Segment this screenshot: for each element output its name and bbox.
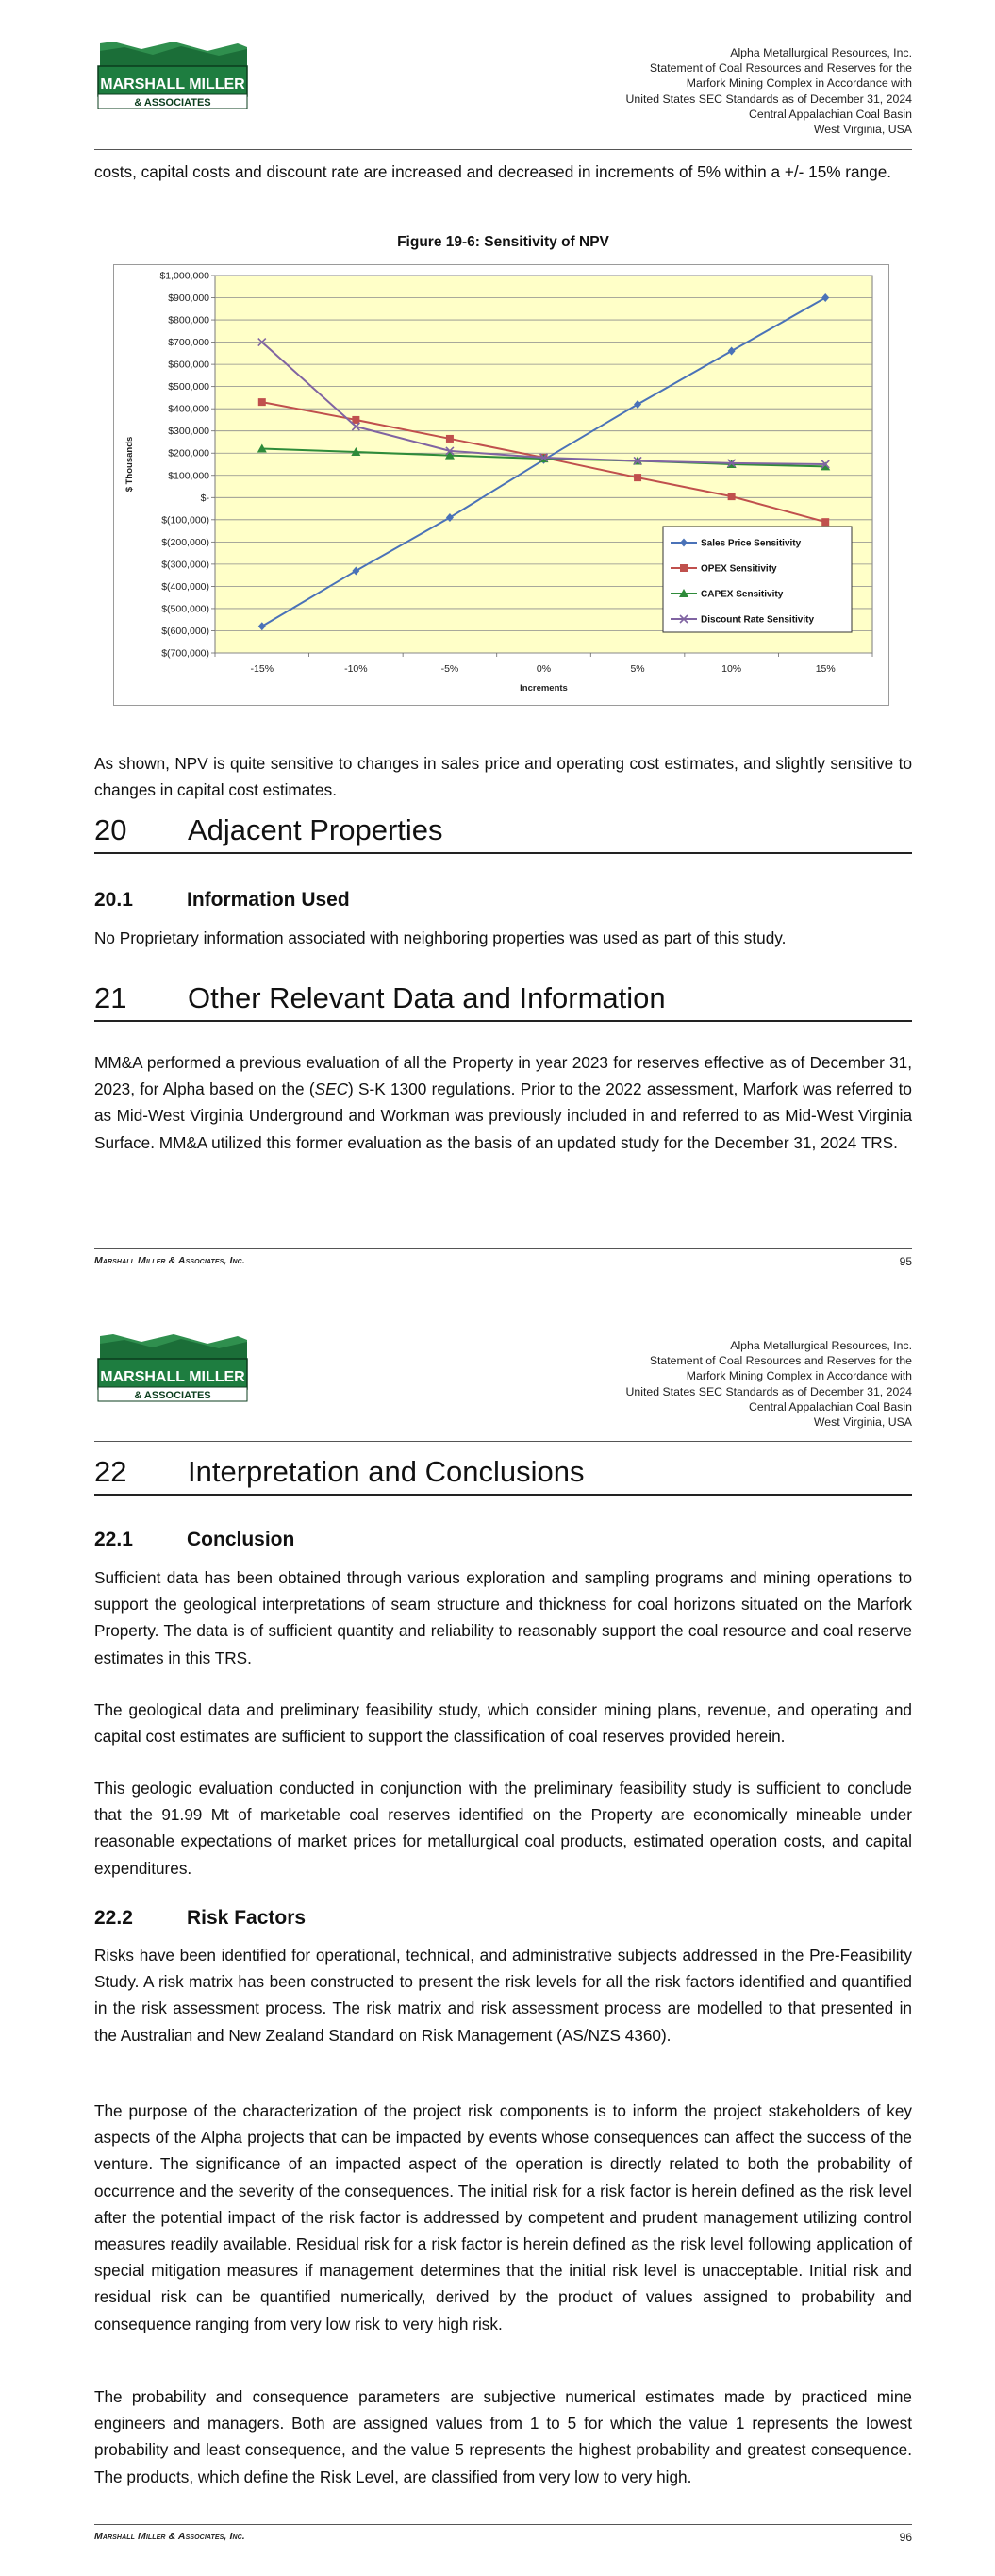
y-axis-label: $ Thousands bbox=[124, 436, 135, 493]
y-tick-label: $(600,000) bbox=[161, 625, 209, 637]
header-line: Alpha Metallurgical Resources, Inc. bbox=[730, 46, 912, 59]
header-line: Central Appalachian Coal Basin bbox=[749, 1399, 912, 1413]
legend-label: Discount Rate Sensitivity bbox=[701, 614, 815, 626]
page-number: 96 bbox=[899, 2531, 912, 2544]
header-line: West Virginia, USA bbox=[813, 1415, 912, 1430]
risk-paragraph-1: Risks have been identified for operational, technical, and administrative subjects addressed in the Pre-Feasibility Study. A risk matrix has been constructed to present the risk levels for all the risk factors identified and quantified in the risk assessment process. The risk matrix and risk assessment process are modelled to that presented in the Australian and New Zealand Standard on Risk Management (AS/NZS 4360). bbox=[94, 1946, 912, 2045]
legend-label: CAPEX Sensitivity bbox=[701, 589, 784, 600]
conclusion-paragraph-3: This geologic evaluation conducted in conjunction with the preliminary feasibility study is sufficient to conclude that the 91.99 Mt of marketable coal reserves identified on the Property are economically mineable under reasonable expectations of market prices for metallurgical coal products, estimated operation costs, and capital expenditures. bbox=[94, 1779, 912, 1878]
y-tick-label: $200,000 bbox=[168, 447, 209, 460]
section-number: 22 bbox=[94, 1455, 127, 1488]
header-line: United States SEC Standards as of December 31, 2024 bbox=[625, 92, 912, 106]
section-20-1-paragraph: No Proprietary information associated with neighboring properties was used as part of this study. bbox=[94, 928, 787, 947]
data-point bbox=[680, 564, 688, 572]
x-tick-label: 15% bbox=[815, 663, 836, 675]
x-tick-label: -10% bbox=[344, 663, 368, 675]
header-line: West Virginia, USA bbox=[813, 123, 912, 137]
header-line: United States SEC Standards as of December 31, 2024 bbox=[625, 1384, 912, 1398]
npv-sensitivity-chart bbox=[113, 264, 889, 706]
section-22-2-heading bbox=[94, 1907, 306, 1930]
section-number: 22.1 bbox=[94, 1529, 133, 1550]
y-tick-label: $300,000 bbox=[168, 426, 209, 438]
header-line: Central Appalachian Coal Basin bbox=[749, 107, 912, 121]
section-title: Other Relevant Data and Information bbox=[188, 981, 666, 1014]
data-point bbox=[821, 518, 829, 526]
header-line: Statement of Coal Resources and Reserves for the bbox=[649, 61, 912, 75]
y-tick-label: $400,000 bbox=[168, 403, 209, 415]
chart-legend bbox=[663, 527, 852, 632]
y-tick-label: $900,000 bbox=[168, 293, 209, 305]
section-20-1-heading bbox=[94, 889, 350, 912]
header-rule bbox=[94, 149, 912, 150]
intro-paragraph: costs, capital costs and discount rate are increased and decreased in increments of 5% within a +/- 15% range. bbox=[94, 162, 892, 181]
section-title: Risk Factors bbox=[187, 1907, 307, 1929]
text-run: MM&A performed a previous evaluation of all the Property in year 2023 for reserves effective as of December 31, 2023, for Alpha based on the ( bbox=[94, 1053, 912, 1099]
section-title: Conclusion bbox=[187, 1529, 295, 1550]
data-point bbox=[728, 493, 736, 500]
chart-conclusion-paragraph: As shown, NPV is quite sensitive to changes in sales price and operating cost estimates, and slightly sensitive to changes in capital cost estimates. bbox=[94, 754, 912, 800]
legend-label: OPEX Sensitivity bbox=[701, 563, 777, 575]
logo-line1: MARSHALL MILLER bbox=[100, 76, 245, 92]
conclusion-paragraph-2: The geological data and preliminary feasibility study, which consider mining plans, revenue, and operating and capital cost estimates are sufficient to support the classification of coal reserves provided herein. bbox=[94, 1700, 912, 1747]
y-tick-label: $(300,000) bbox=[161, 559, 209, 571]
section-21-paragraph bbox=[94, 1049, 912, 1156]
section-number: 20.1 bbox=[94, 889, 133, 911]
data-point bbox=[446, 435, 454, 443]
y-tick-label: $(100,000) bbox=[161, 514, 209, 527]
data-point bbox=[352, 416, 359, 424]
section-22-heading bbox=[94, 1455, 912, 1496]
section-number: 22.2 bbox=[94, 1907, 133, 1929]
y-tick-label: $500,000 bbox=[168, 381, 209, 393]
y-tick-label: $800,000 bbox=[168, 314, 209, 326]
section-title: Interpretation and Conclusions bbox=[188, 1455, 585, 1488]
header-rule bbox=[94, 1441, 912, 1442]
data-point bbox=[258, 398, 266, 406]
risk-paragraph-3: The probability and consequence parameters are subjective numerical estimates made by practiced mine engineers and managers. Both are assigned values from 1 to 5 for which the value 1 represents the lowest probability and least consequence, and the value 5 represents the highest probability and greatest consequence. The products, which define the Risk Level, are classified from very low to very high. bbox=[94, 2387, 912, 2486]
x-tick-label: -5% bbox=[440, 663, 459, 675]
section-title: Information Used bbox=[187, 889, 350, 911]
footer-rule bbox=[94, 2524, 912, 2525]
text-run: ) S-K 1300 regulations. Prior to the 2022 assessment, Marfork was referred to as Mid-West Virginia Underground and Workman was previously included in and referred to as Mid-West Virginia Surface. MM&A utilized this former evaluation as the basis of an updated study for the December 31, 2024 TRS. bbox=[94, 1079, 912, 1152]
page-96 bbox=[0, 1307, 995, 2576]
risk-paragraph-2: The purpose of the characterization of the project risk components is to inform the project stakeholders of key aspects of the Alpha projects that can be impacted by events whose consequences can affect the success of the venture. The significance of an impacted aspect of the operation is directly related to both the probability of occurrence and the severity of the consequences. The initial risk for a risk factor is herein defined as the risk level after the potential impact of the risk factor is addressed by competent and prudent management utilizing control measures readily available. Residual risk for a risk factor is herein defined as the risk level following application of special mitigation measures if management determines that the initial risk level is unacceptable. Initial risk and residual risk can be quantified numerically, derived by the product of values assigned to probability and consequence ranging from very low risk to very high risk. bbox=[94, 2101, 912, 2333]
page-header bbox=[626, 1338, 913, 1430]
legend-label: Sales Price Sensitivity bbox=[701, 538, 802, 549]
header-line: Statement of Coal Resources and Reserves for the bbox=[649, 1354, 912, 1368]
y-tick-label: $- bbox=[200, 492, 209, 504]
chart-svg bbox=[113, 264, 889, 706]
header-line: Marfork Mining Complex in Accordance with bbox=[686, 76, 912, 91]
y-tick-label: $1,000,000 bbox=[159, 270, 209, 282]
marshall-miller-logo bbox=[96, 40, 250, 110]
conclusion-paragraph-1: Sufficient data has been obtained through various exploration and sampling programs and mining operations to support the geological interpretations of seam structure and thickness for coal horizons situated on the Marfork Property. The data is of sufficient quantity and reliability to reasonably support the coal resource and coal reserve estimates in this TRS. bbox=[94, 1568, 912, 1667]
footer-company: Marshall Miller & Associates, Inc. bbox=[94, 1255, 245, 1266]
page-header bbox=[626, 45, 913, 137]
y-tick-label: $100,000 bbox=[168, 470, 209, 482]
section-21-heading bbox=[94, 981, 912, 1022]
section-title: Adjacent Properties bbox=[188, 813, 443, 846]
logo-line2: & ASSOCIATES bbox=[134, 1390, 211, 1401]
x-axis-label: Increments bbox=[520, 683, 568, 694]
footer-rule bbox=[94, 1248, 912, 1249]
sec-abbreviation: SEC bbox=[314, 1079, 348, 1099]
logo-line2: & ASSOCIATES bbox=[134, 97, 211, 109]
x-tick-label: 10% bbox=[721, 663, 742, 675]
y-tick-label: $700,000 bbox=[168, 337, 209, 349]
y-tick-label: $(200,000) bbox=[161, 536, 209, 548]
footer-company: Marshall Miller & Associates, Inc. bbox=[94, 2531, 245, 2542]
x-tick-label: 0% bbox=[536, 663, 552, 675]
header-line: Marfork Mining Complex in Accordance with bbox=[686, 1369, 912, 1383]
logo-line1: MARSHALL MILLER bbox=[100, 1369, 245, 1385]
data-point bbox=[634, 474, 641, 481]
x-tick-label: 5% bbox=[630, 663, 645, 675]
y-tick-label: $600,000 bbox=[168, 359, 209, 371]
page-number: 95 bbox=[899, 1255, 912, 1268]
section-20-heading bbox=[94, 813, 912, 854]
x-tick-label: -15% bbox=[250, 663, 274, 675]
section-number: 21 bbox=[94, 981, 127, 1014]
header-line: Alpha Metallurgical Resources, Inc. bbox=[730, 1339, 912, 1352]
section-number: 20 bbox=[94, 813, 127, 846]
y-tick-label: $(700,000) bbox=[161, 647, 209, 660]
y-tick-label: $(500,000) bbox=[161, 603, 209, 615]
figure-caption: Figure 19-6: Sensitivity of NPV bbox=[397, 234, 609, 250]
section-22-1-heading bbox=[94, 1529, 294, 1551]
marshall-miller-logo bbox=[96, 1332, 250, 1403]
y-tick-label: $(400,000) bbox=[161, 580, 209, 593]
